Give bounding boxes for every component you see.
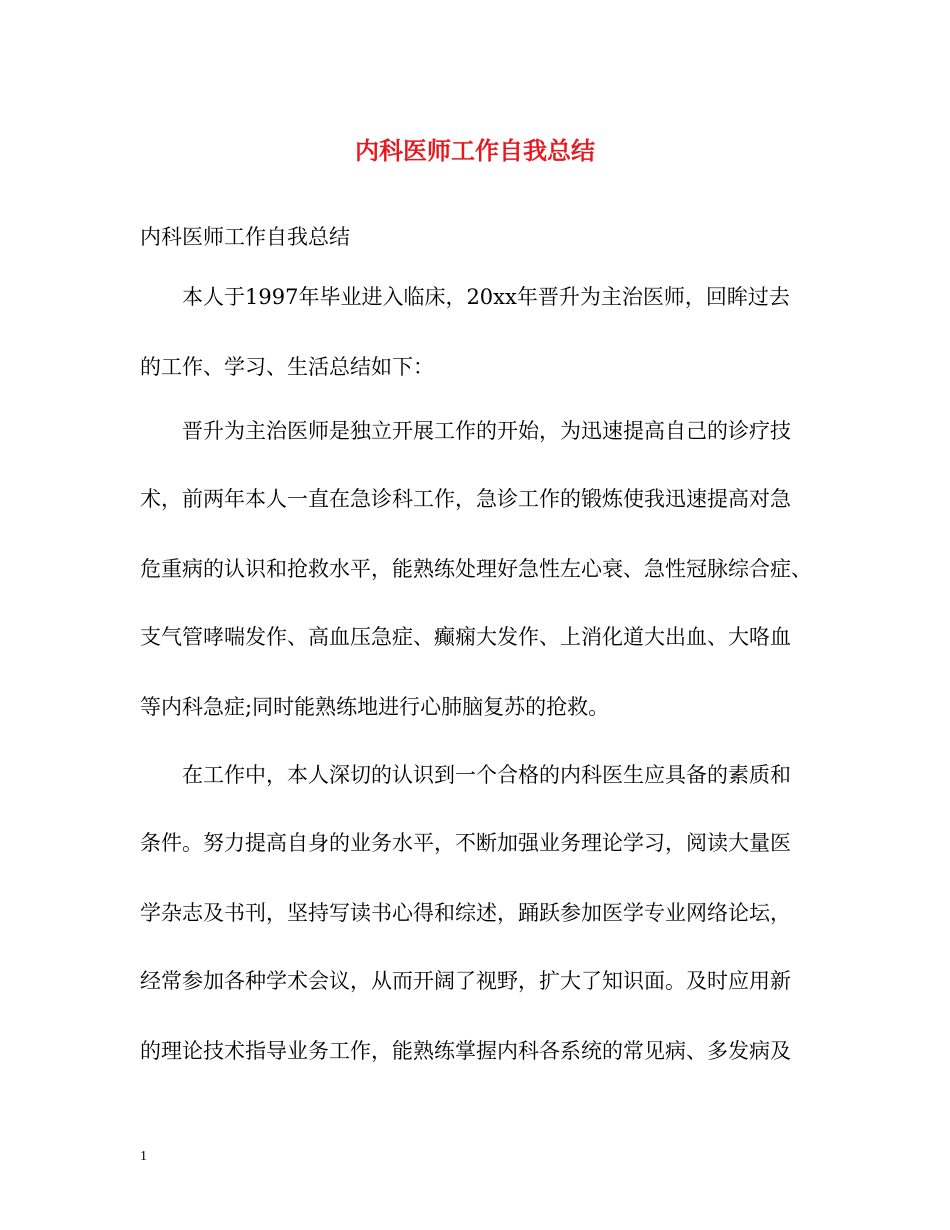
page-number: 1 xyxy=(140,1149,147,1164)
paragraph-line: 经常参加各种学术会议，从而开阔了视野，扩大了知识面。及时应用新 xyxy=(140,969,791,993)
paragraph-line: 在工作中，本人深切的认识到一个合格的内科医生应具备的素质和 xyxy=(182,763,791,787)
paragraph-line: 等内科急症;同时能熟练地进行心肺脑复苏的抢救。 xyxy=(140,695,610,719)
document-title: 内科医师工作自我总结 xyxy=(355,137,595,165)
paragraph-line: 条件。努力提高自身的业务水平，不断加强业务理论学习，阅读大量医 xyxy=(140,831,791,855)
paragraph-line: 晋升为主治医师是独立开展工作的开始，为迅速提高自己的诊疗技 xyxy=(182,419,791,443)
paragraph-line: 的工作、学习、生活总结如下： xyxy=(140,355,434,379)
paragraph-line: 本人于1997年毕业进入临床，20xx年晋升为主治医师，回眸过去 xyxy=(182,285,790,309)
document-subtitle: 内科医师工作自我总结 xyxy=(140,225,350,249)
paragraph-line: 的理论技术指导业务工作，能熟练掌握内科各系统的常见病、多发病及 xyxy=(140,1039,791,1063)
paragraph-line: 支气管哮喘发作、高血压急症、癫痫大发作、上消化道大出血、大咯血 xyxy=(140,625,791,649)
paragraph-line: 学杂志及书刊，坚持写读书心得和综述，踊跃参加医学专业网络论坛， xyxy=(140,901,791,925)
paragraph-line: 危重病的认识和抢救水平，能熟练处理好急性左心衰、急性冠脉综合症、 xyxy=(140,557,812,581)
paragraph-line: 术，前两年本人一直在急诊科工作，急诊工作的锻炼使我迅速提高对急 xyxy=(140,487,791,511)
